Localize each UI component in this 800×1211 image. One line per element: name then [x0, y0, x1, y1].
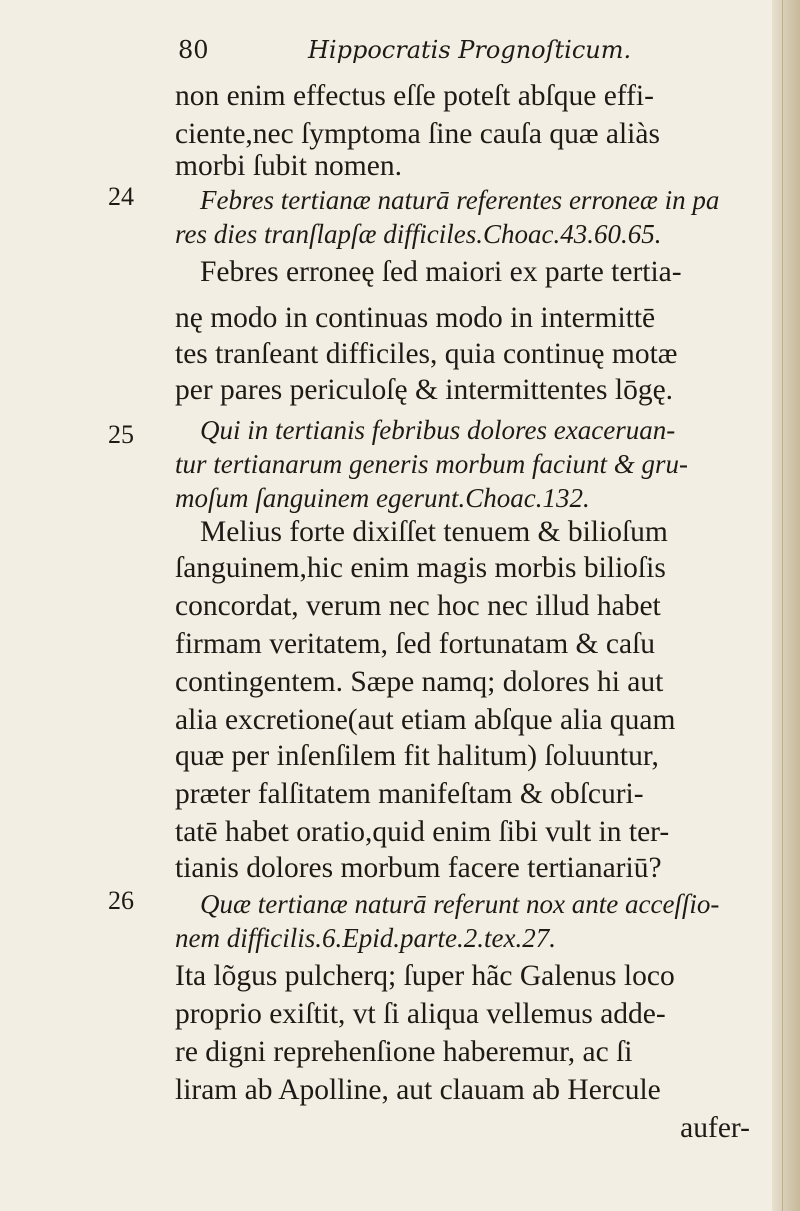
text-line: nem difficilis.6.Epid.parte.2.tex.27. — [175, 923, 556, 953]
text-line: re digni reprehenſione haberemur, ac ſi — [175, 1036, 633, 1068]
page-gutter-edge — [772, 0, 800, 1211]
text-line: tatē habet oratio,quid enim ſibi vult in ter- — [175, 816, 670, 848]
text-line: morbi ſubit nomen. — [175, 150, 402, 182]
text-line: concordat, verum nec hoc nec illud habet — [175, 590, 661, 622]
text-line: Ita lõgus pulcherq; ſuper hãc Galenus loco — [175, 960, 675, 992]
text-line: Febres tertianæ naturā referentes erroneæ in pa — [200, 185, 720, 215]
text-line: Melius forte dixiſſet tenuem & bilioſum — [200, 516, 668, 548]
running-title: Hippocratis Prognoſticum. — [308, 36, 632, 64]
text-line: non enim effectus eſſe poteſt abſque effi- — [175, 80, 654, 112]
text-line: firmam veritatem, ſed fortunatam & caſu — [175, 628, 656, 660]
text-line: tur tertianarum generis morbum faciunt & gru- — [175, 449, 688, 479]
text-line: tes tranſeant difficiles, quia continuę motæ — [175, 338, 678, 370]
margin-number: 25 — [108, 420, 134, 449]
text-line: quæ per inſenſilem fit halitum) ſoluuntur, — [175, 740, 659, 772]
text-line: nę modo in continuas modo in intermittē — [175, 302, 656, 334]
margin-number: 26 — [108, 886, 134, 915]
text-line: Qui in tertianis febribus dolores exaceruan- — [200, 415, 676, 445]
page-header — [178, 36, 738, 76]
text-line: res dies tranſlapſæ difficiles.Choac.43.60.65. — [175, 219, 662, 249]
page-number: 80 — [178, 36, 209, 64]
text-line: Quæ tertianæ naturā referunt nox ante acceſſio- — [200, 889, 720, 919]
text-line: Febres erroneę ſed maiori ex parte tertia- — [200, 256, 682, 288]
text-line: moſum ſanguinem egerunt.Choac.132. — [175, 483, 590, 513]
text-line: liram ab Apolline, aut clauam ab Hercule — [175, 1074, 661, 1106]
text-line: per pares periculoſę & intermittentes lōgę. — [175, 374, 674, 406]
text-line: præter falſitatem manifeſtam & obſcuri- — [175, 778, 644, 810]
text-line: contingentem. Sæpe namq; dolores hi aut — [175, 666, 664, 698]
text-line: tianis dolores morbum facere tertianariū? — [175, 852, 662, 884]
text-line: alia excretione(aut etiam abſque alia quam — [175, 704, 676, 736]
text-line: proprio exiſtit, vt ſi aliqua vellemus adde- — [175, 998, 666, 1030]
text-line: ciente,nec ſymptoma ſine cauſa quæ aliàs — [175, 118, 660, 150]
text-line: ſanguinem,hic enim magis morbis bilioſis — [175, 552, 666, 584]
catchword: aufer- — [680, 1112, 750, 1144]
margin-number: 24 — [108, 182, 134, 211]
